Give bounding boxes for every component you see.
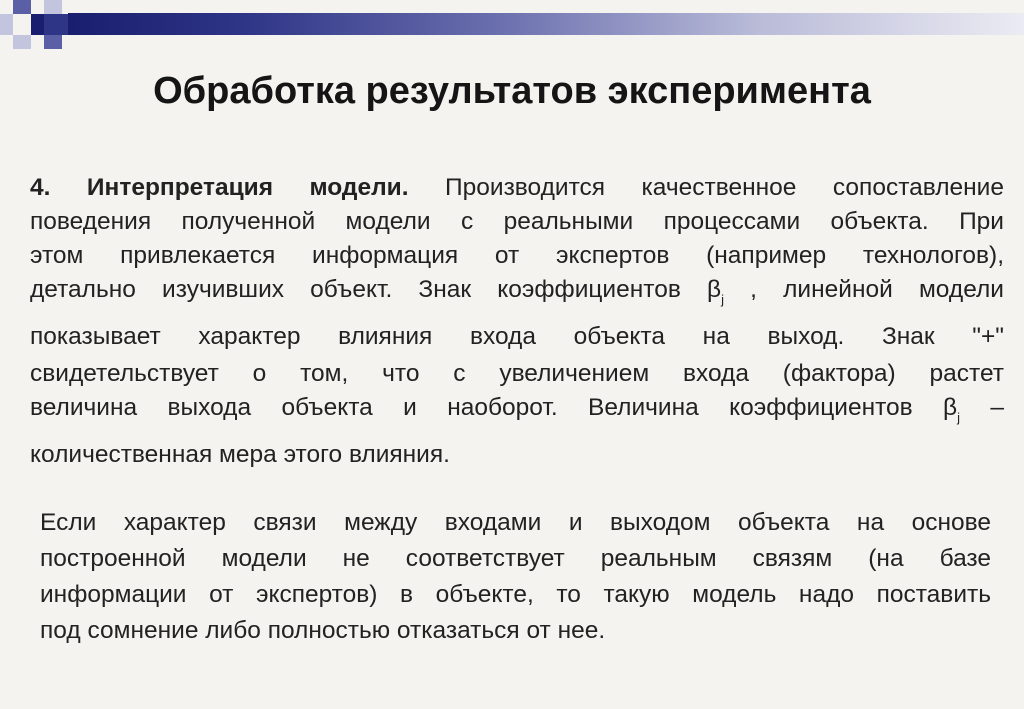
decor-square-center — [31, 14, 44, 35]
paragraph-line: показывает характер влияния входа объекта на выход. Знак "+" — [30, 323, 1004, 350]
beta-subscript: j — [957, 410, 961, 425]
paragraph-line: свидетельствует о том, что с увеличением входа (фактора) растет — [30, 360, 1004, 387]
beta-subscript: j — [721, 292, 724, 307]
slide-title: Обработка результатов эксперимента — [153, 70, 871, 112]
conclusion-paragraph — [40, 505, 991, 649]
decor-square-bottom-mid — [44, 35, 62, 49]
paragraph-line: поведения полученной модели с реальными процессами объекта. При — [30, 208, 1004, 235]
decor-square-top-mid — [44, 0, 62, 14]
paragraph-line: количественная мера этого влияния. — [30, 441, 450, 468]
decor-square-left-light — [0, 14, 13, 35]
interpretation-paragraph — [30, 171, 1004, 475]
decor-square-right — [44, 14, 68, 35]
paragraph-line: детально изучивших объект. Знак коэффициентов $\beta_j$ , линейной модели — [30, 276, 1004, 307]
section-heading: 4. Интерпретация модели. — [30, 174, 409, 201]
paragraph-line: построенной модели не соответствует реальным связям (на базе — [40, 545, 991, 572]
paragraph-line: информации от экспертов) в объекте, то такую модель надо поставить — [40, 581, 991, 608]
paragraph-line: 4. Интерпретация модели. Производится качественное сопоставление — [30, 174, 1004, 201]
paragraph-line: этом привлекается информация от экспертов (например технологов), — [30, 242, 1004, 269]
decor-square-top-left — [13, 0, 31, 14]
paragraph-line: Если характер связи между входами и выходом объекта на основе — [40, 509, 991, 536]
paragraph-line: величина выхода объекта и наоборот. Величина коэффициентов $\beta_j$ – — [30, 394, 1005, 425]
decor-square-bottom-left — [13, 35, 31, 49]
header-gradient-band — [68, 13, 1024, 35]
paragraph-line: под сомнение либо полностью отказаться от нее. — [40, 617, 606, 644]
